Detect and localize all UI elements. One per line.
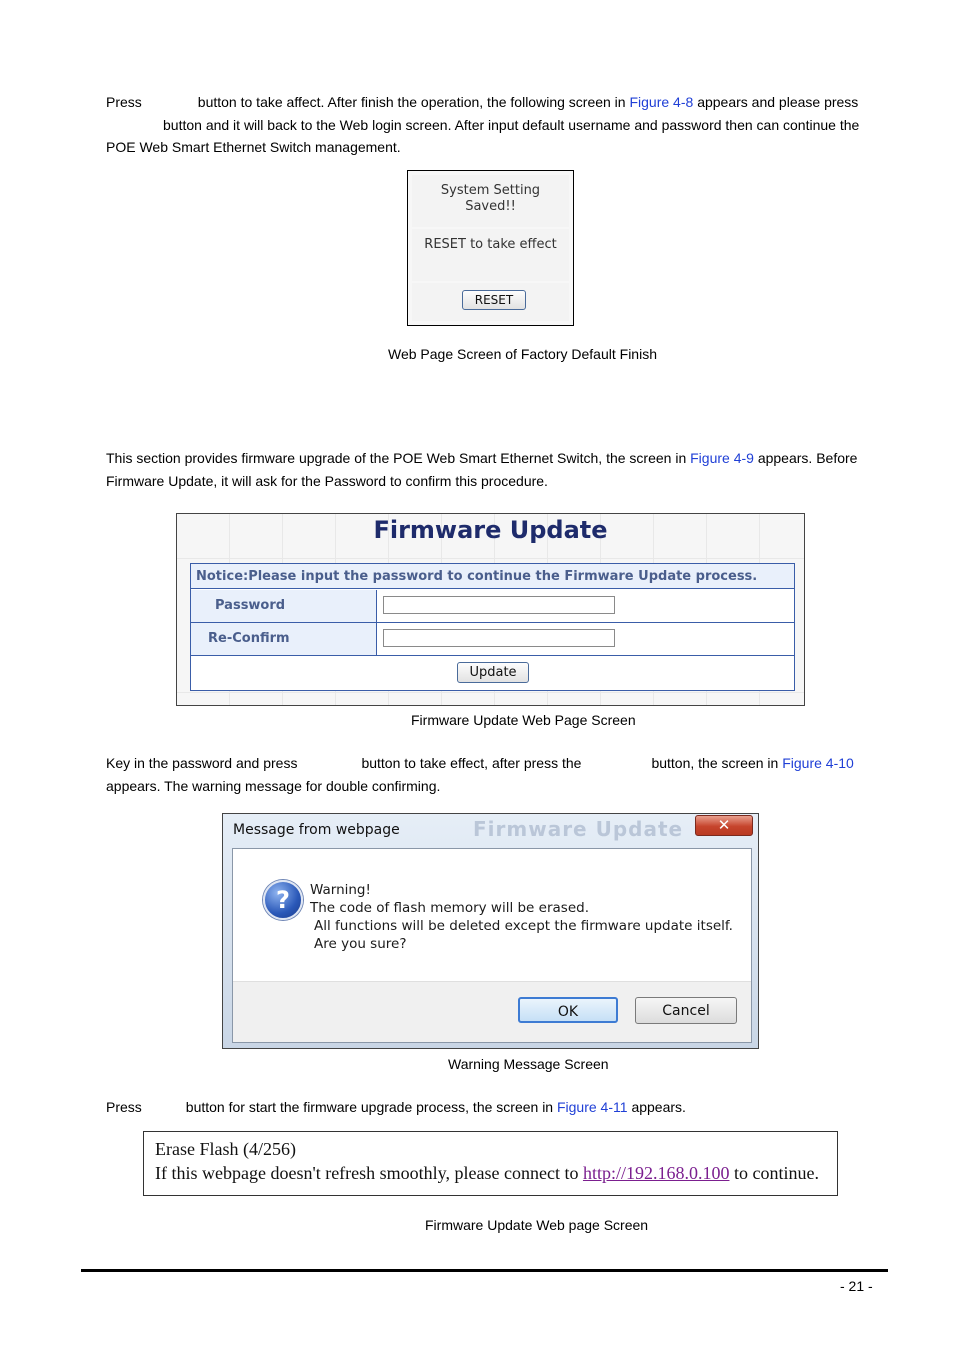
reset-cell [412, 283, 569, 321]
firmware-update-screenshot [176, 513, 805, 706]
warning-line-2: All functions will be deleted except the firmware update itself. [314, 918, 733, 934]
question-icon: ? [263, 880, 303, 920]
text: appears and please press [697, 94, 859, 110]
notice-text: Notice:Please input the password to continue the Firmware Update process. [191, 564, 794, 589]
erase-flash-screenshot [143, 1131, 838, 1196]
paragraph-warning [106, 752, 876, 797]
warning-line-3: Are you sure? [314, 936, 407, 952]
dialog-title: Message from webpage [233, 822, 400, 838]
dialog-body [232, 848, 752, 1043]
refresh-hint [155, 1163, 819, 1184]
password-row [191, 590, 794, 623]
warning-line-1: The code of flash memory will be erased. [310, 900, 589, 916]
page-number: - 21 - [840, 1278, 873, 1294]
figure-4-8-caption: Web Page Screen of Factory Default Finish [388, 346, 657, 362]
firmware-update-form [190, 563, 795, 691]
text: button, the screen in [651, 755, 779, 771]
reset-button[interactable]: RESET [462, 290, 526, 310]
footer-rule [81, 1269, 888, 1272]
text: button and it will back to the Web login screen. After input default username and password then can continue the [163, 116, 860, 133]
text: POE Web Smart Ethernet Switch management. [106, 139, 401, 155]
text: Press [106, 94, 142, 110]
background-page-title: Firmware Update [473, 817, 684, 841]
text: button to take effect, after press the [361, 755, 582, 771]
password-input[interactable] [383, 596, 615, 614]
warning-dialog-screenshot [222, 813, 759, 1049]
saved-message [412, 175, 569, 227]
figure-4-9-link[interactable]: Figure 4-9 [690, 450, 754, 466]
saved-line-1: System Setting [440, 183, 541, 198]
switch-url-link[interactable]: http://192.168.0.100 [582, 1163, 730, 1183]
text: button for start the firmware upgrade process, the screen in [185, 1099, 554, 1115]
text: appears. [631, 1099, 686, 1115]
figure-4-10-caption: Warning Message Screen [448, 1056, 609, 1072]
text: Press [106, 1099, 142, 1115]
erase-flash-status: Erase Flash (4/256) [155, 1139, 296, 1159]
figure-4-8-link[interactable]: Figure 4-8 [629, 94, 694, 110]
figure-4-11-caption: Firmware Update Web page Screen [425, 1217, 649, 1233]
saved-line-2: Saved!! [465, 199, 516, 214]
close-icon[interactable]: ✕ [695, 815, 753, 836]
text: If this webpage doesn't refresh smoothly, please connect to [155, 1163, 579, 1183]
figure-4-9-caption: Firmware Update Web Page Screen [411, 712, 636, 728]
text: This section provides firmware upgrade of the POE Web Smart Ethernet Switch, the screen in [106, 450, 687, 466]
warning-heading: Warning! [310, 882, 371, 898]
warning-text [310, 881, 733, 953]
text: button to take affect. After finish the operation, the following screen in [197, 94, 626, 110]
reset-hint: RESET to take effect [412, 229, 569, 281]
text: Firmware Update, it will ask for the Password to confirm this procedure. [106, 472, 548, 489]
text: appears. The warning message for double confirming. [106, 777, 441, 794]
password-label: Password [191, 590, 377, 622]
figure-4-10-link[interactable]: Figure 4-10 [782, 755, 854, 771]
firmware-update-title: Firmware Update [373, 516, 608, 544]
ok-button[interactable]: OK [518, 997, 618, 1023]
figure-4-11-link[interactable]: Figure 4-11 [556, 1099, 628, 1115]
dialog-button-bar [233, 981, 751, 1042]
text: to continue. [733, 1163, 819, 1183]
paragraph-factory-default [106, 91, 876, 159]
text: Key in the password and press [106, 755, 298, 771]
factory-default-finish-screenshot [407, 170, 574, 326]
reconfirm-input[interactable] [383, 629, 615, 647]
text: appears. Before [757, 450, 858, 466]
reconfirm-label: Re-Confirm [191, 623, 377, 655]
paragraph-erase-flash [106, 1096, 876, 1119]
reconfirm-row [191, 623, 794, 656]
cancel-button[interactable]: Cancel [635, 997, 737, 1024]
update-button[interactable]: Update [457, 662, 529, 683]
paragraph-firmware-update [106, 447, 876, 492]
